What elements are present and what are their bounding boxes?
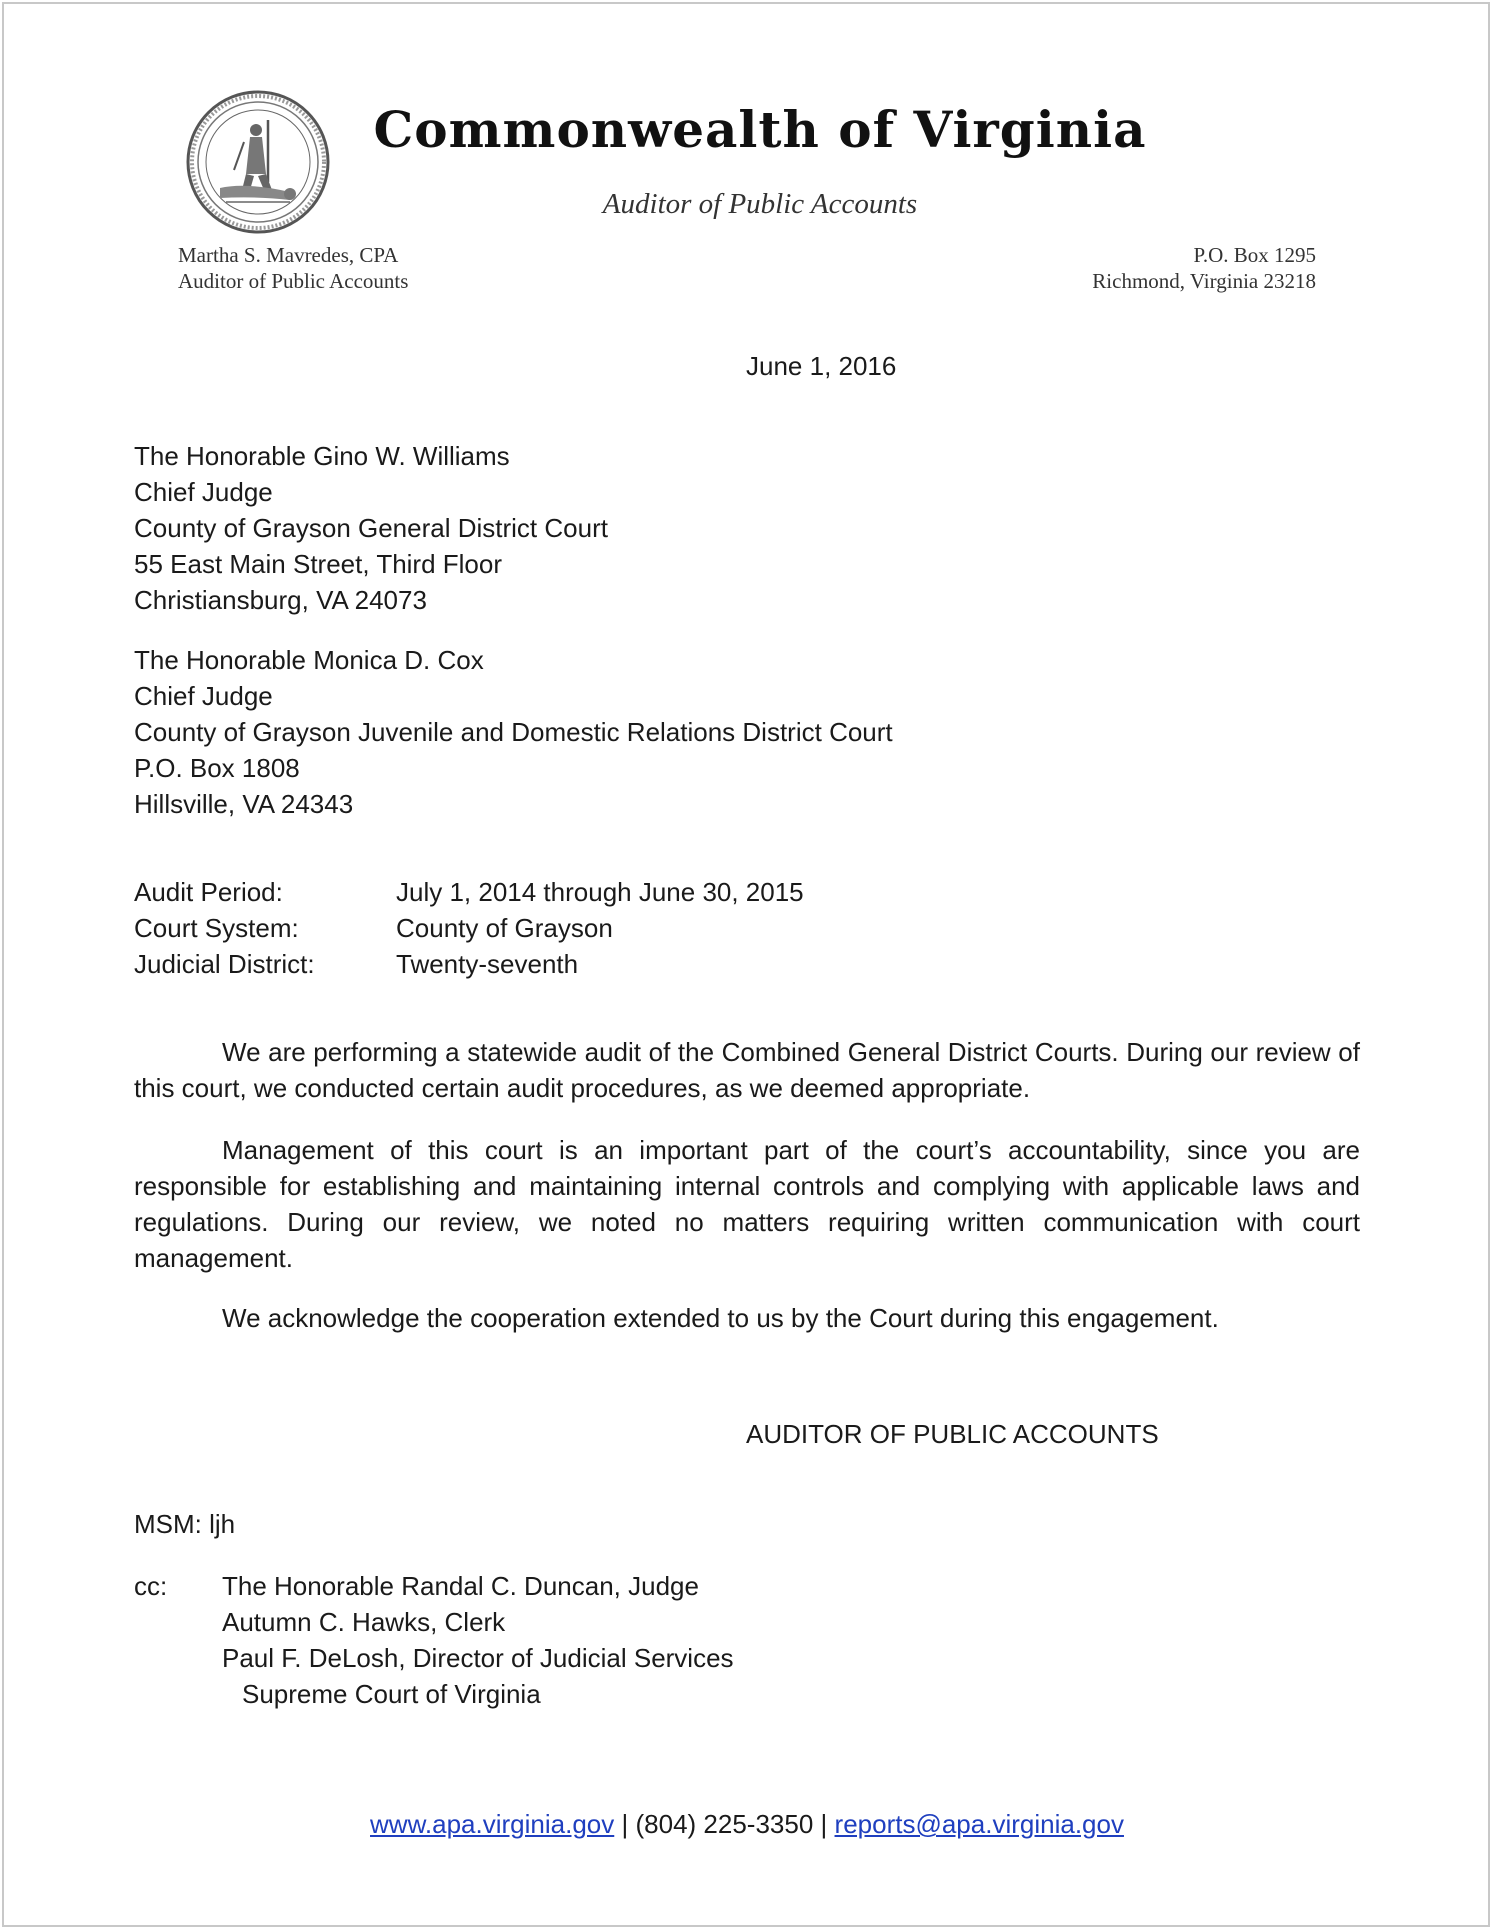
audit-info-value: Twenty-seventh: [396, 949, 579, 979]
auditor-name: Martha S. Mavredes, CPA: [178, 243, 399, 267]
letter-date: June 1, 2016: [746, 351, 897, 381]
body-paragraph-text: We are performing a statewide audit of the Combined General District Courts. During our review of this court, we conducted certain audit procedures, as we deemed appropriate.: [134, 1037, 1360, 1103]
cc-recipient-organization: Supreme Court of Virginia: [242, 1679, 541, 1709]
body-paragraph: [134, 1300, 1360, 1336]
email-link[interactable]: reports@apa.virginia.gov: [834, 1809, 1124, 1839]
footer: [0, 1806, 1494, 1842]
virginia-seal-icon: [186, 90, 330, 234]
phone-number: (804) 225-3350: [635, 1809, 814, 1839]
audit-info-value: County of Grayson: [396, 913, 613, 943]
addressee-line: Chief Judge: [134, 477, 273, 507]
addressee-block: [134, 438, 608, 618]
cc-recipient: Autumn C. Hawks, Clerk: [222, 1607, 506, 1637]
reference-initials: MSM: ljh: [134, 1509, 236, 1539]
mailing-address-block: [1092, 242, 1316, 294]
addressee-line: County of Grayson General District Court: [134, 513, 608, 543]
cc-recipient: Paul F. DeLosh, Director of Judicial Services: [222, 1643, 734, 1673]
addressee-line: Christiansburg, VA 24073: [134, 585, 427, 615]
body-paragraph-text: Management of this court is an important part of the court’s accountability, since you are responsible for establishing and maintaining internal controls and complying with applicable laws and regulations. During our review, we noted no matters requiring written communication with court management.: [134, 1135, 1360, 1273]
audit-info-row: [134, 946, 804, 982]
audit-info-row: [134, 910, 804, 946]
auditor-title: Auditor of Public Accounts: [178, 269, 409, 293]
addressee-line: Chief Judge: [134, 681, 273, 711]
addressee-line: The Honorable Monica D. Cox: [134, 645, 484, 675]
footer-separator: |: [820, 1809, 828, 1839]
auditor-name-block: [178, 242, 408, 294]
audit-info-label: Court System:: [134, 913, 299, 943]
letterhead-subtitle: Auditor of Public Accounts: [602, 188, 918, 220]
cc-recipient: The Honorable Randal C. Duncan, Judge: [222, 1571, 699, 1601]
letterhead-title: Commonwealth of Virginia: [373, 100, 1147, 159]
city-state-zip: Richmond, Virginia 23218: [1092, 269, 1316, 293]
audit-info-label: Audit Period:: [134, 877, 283, 907]
website-link[interactable]: www.apa.virginia.gov: [370, 1809, 615, 1839]
addressee-line: Hillsville, VA 24343: [134, 789, 354, 819]
audit-info-value: July 1, 2014 through June 30, 2015: [396, 877, 804, 907]
addressee-line: County of Grayson Juvenile and Domestic Relations District Court: [134, 717, 893, 747]
audit-info-row: [134, 874, 804, 910]
cc-list: [222, 1568, 734, 1712]
addressee-line: 55 East Main Street, Third Floor: [134, 549, 503, 579]
signoff: AUDITOR OF PUBLIC ACCOUNTS: [746, 1419, 1159, 1449]
body-paragraph-text: We acknowledge the cooperation extended to us by the Court during this engagement.: [222, 1303, 1219, 1333]
cc-label: cc:: [134, 1571, 168, 1601]
cc-block: [134, 1568, 734, 1712]
addressee-line: P.O. Box 1808: [134, 753, 300, 783]
footer-separator: |: [621, 1809, 629, 1839]
addressee-line: The Honorable Gino W. Williams: [134, 441, 510, 471]
audit-info-table: [134, 874, 804, 982]
addressee-block: [134, 642, 893, 822]
body-paragraph: [134, 1132, 1360, 1276]
po-box: P.O. Box 1295: [1193, 243, 1316, 267]
audit-info-label: Judicial District:: [134, 949, 315, 979]
body-paragraph: [134, 1034, 1360, 1106]
